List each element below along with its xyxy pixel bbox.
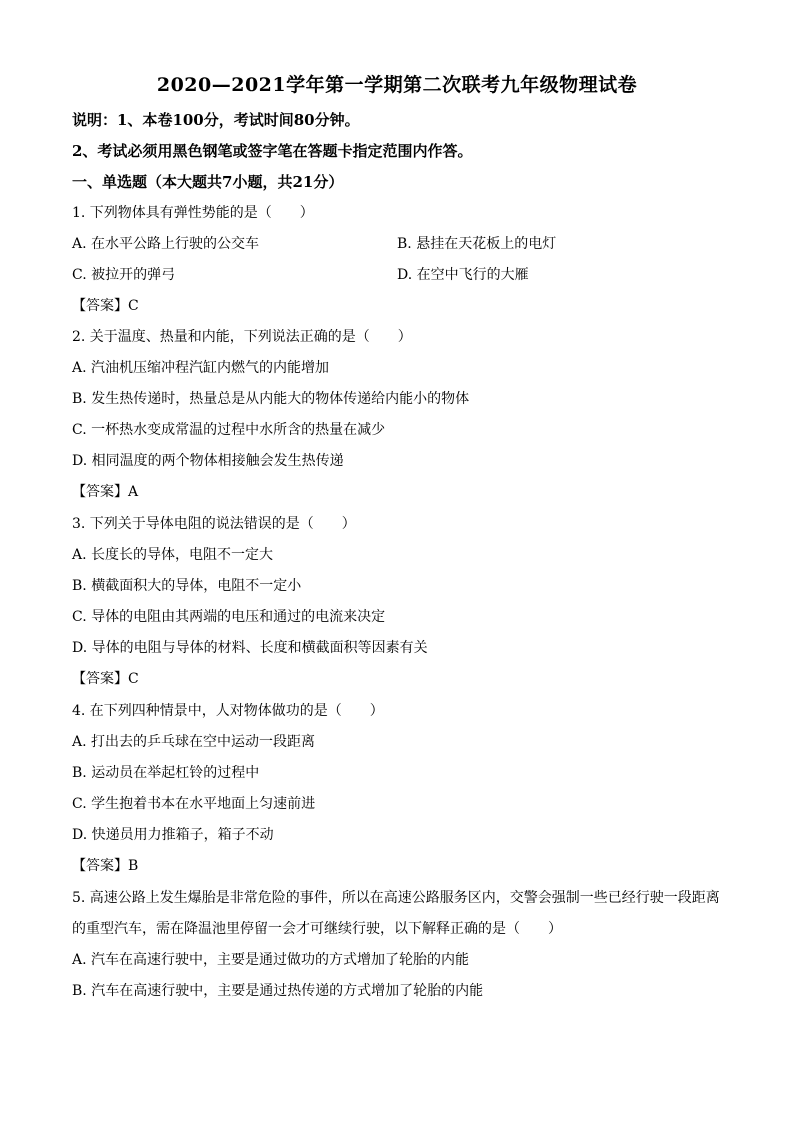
question-5-option-a: A. 汽车在高速行驶中，主要是通过做功的方式增加了轮胎的内能 bbox=[72, 952, 470, 968]
exam-title: 2020—2021学年第一学期第二次联考九年级物理试卷 bbox=[156, 74, 638, 96]
question-4-option-b: B. 运动员在举起杠铃的过程中 bbox=[72, 765, 260, 781]
question-3-option-b: B. 横截面积大的导体，电阻不一定小 bbox=[72, 578, 302, 594]
question-1-stem: 1. 下列物体具有弹性势能的是（ ） bbox=[72, 205, 314, 221]
question-4-option-d: D. 快递员用力推箱子，箱子不动 bbox=[72, 827, 274, 843]
question-3-answer: 【答案】C bbox=[72, 671, 139, 687]
question-3-option-a: A. 长度长的导体，电阻不一定大 bbox=[72, 547, 274, 563]
question-1-answer: 【答案】C bbox=[72, 298, 139, 314]
question-5-option-b: B. 汽车在高速行驶中，主要是通过热传递的方式增加了轮胎的内能 bbox=[72, 983, 484, 999]
question-1-option-a: A. 在水平公路上行驶的公交车 bbox=[72, 236, 260, 252]
question-4-answer: 【答案】B bbox=[72, 858, 139, 874]
note-line-1: 说明：1、本卷100分，考试时间80分钟。 bbox=[72, 111, 360, 129]
question-4-option-a: A. 打出去的乒乓球在空中运动一段距离 bbox=[72, 734, 316, 750]
question-5-stem-line-1: 5. 高速公路上发生爆胎是非常危险的事件，所以在高速公路服务区内，交警会强制一些已经行驶一段距离 bbox=[72, 890, 720, 906]
question-2-option-a: A. 汽油机压缩冲程汽缸内燃气的内能增加 bbox=[72, 360, 330, 376]
question-4-option-c: C. 学生抱着书本在水平地面上匀速前进 bbox=[72, 796, 316, 812]
question-3-option-d: D. 导体的电阻与导体的材料、长度和横截面积等因素有关 bbox=[72, 640, 428, 656]
question-3-stem: 3. 下列关于导体电阻的说法错误的是（ ） bbox=[72, 516, 356, 532]
question-1-option-b: B. 悬挂在天花板上的电灯 bbox=[397, 236, 557, 252]
question-2-option-c: C. 一杯热水变成常温的过程中水所含的热量在减少 bbox=[72, 422, 386, 438]
question-3-option-c: C. 导体的电阻由其两端的电压和通过的电流来决定 bbox=[72, 609, 386, 625]
question-2-option-b: B. 发生热传递时，热量总是从内能大的物体传递给内能小的物体 bbox=[72, 391, 470, 407]
question-1-option-c: C. 被拉开的弹弓 bbox=[72, 267, 176, 283]
question-2-stem: 2. 关于温度、热量和内能，下列说法正确的是（ ） bbox=[72, 329, 412, 345]
question-2-option-d: D. 相同温度的两个物体相接触会发生热传递 bbox=[72, 453, 344, 469]
note-line-2: 2、考试必须用黑色钢笔或签字笔在答题卡指定范围内作答。 bbox=[72, 142, 473, 160]
question-1-option-d: D. 在空中飞行的大雁 bbox=[397, 267, 529, 283]
question-5-stem-line-2: 的重型汽车，需在降温池里停留一会才可继续行驶，以下解释正确的是（ ） bbox=[72, 921, 562, 937]
question-2-answer: 【答案】A bbox=[72, 484, 139, 500]
section-heading: 一、单选题（本大题共7小题，共21分） bbox=[72, 173, 344, 191]
question-4-stem: 4. 在下列四种情景中，人对物体做功的是（ ） bbox=[72, 703, 384, 719]
